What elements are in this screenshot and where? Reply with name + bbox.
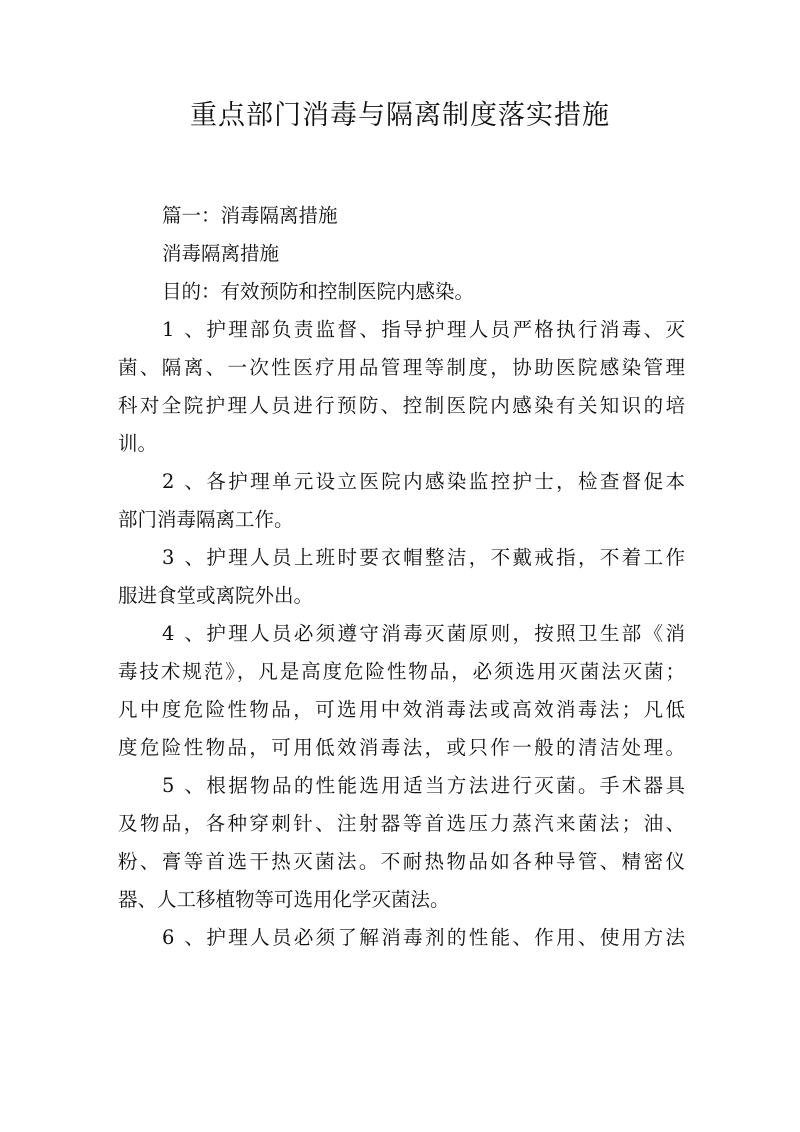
section-heading: 篇一：消毒隔离措施 [162, 204, 338, 227]
list-item-line: 凡中度危险性物品，可选用中效消毒法或高效消毒法；凡低 [118, 698, 685, 721]
item-text: 各护理单元设立医院内感染监控护士，检查督促本 [204, 470, 685, 493]
item-text: 护理人员必须遵守消毒灭菌原则，按照卫生部《消 [204, 622, 685, 645]
document-body [118, 197, 685, 957]
list-item [118, 463, 685, 539]
list-item-line: 器、人工移植物等可选用化学灭菌法。 [118, 888, 450, 911]
list-item-line [118, 311, 685, 349]
item-number: 5、 [162, 774, 204, 797]
item-number: 6、 [162, 926, 204, 949]
item-text: 根据物品的性能选用适当方法进行灭菌。手术器具 [204, 774, 685, 797]
list-item [118, 311, 685, 463]
list-item-line [118, 919, 685, 957]
item-number: 1、 [162, 318, 204, 341]
list-item-line: 部门消毒隔离工作。 [118, 508, 294, 531]
item-number: 2、 [162, 470, 204, 493]
list-item-line: 度危险性物品，可用低效消毒法，或只作一般的清洁处理。 [118, 736, 685, 759]
list-item [118, 919, 685, 957]
item-number: 3、 [162, 546, 204, 569]
list-item-line [118, 539, 685, 577]
item-text: 护理人员上班时要衣帽整洁，不戴戒指，不着工作 [204, 546, 685, 569]
section-subheading: 消毒隔离措施 [162, 242, 280, 265]
list-item-line: 粉、膏等首选干热灭菌法。不耐热物品如各种导管、精密仪 [118, 850, 685, 873]
list-item [118, 767, 685, 919]
list-item-line: 毒技术规范》，凡是高度危险性物品，必须选用灭菌法灭菌； [118, 660, 685, 683]
list-item-line: 科对全院护理人员进行预防、控制医院内感染有关知识的培 [118, 394, 685, 417]
item-text: 护理人员必须了解消毒剂的性能、作用、使用方法 [204, 926, 685, 949]
list-item-line: 服进食堂或离院外出。 [118, 584, 314, 607]
list-item [118, 615, 685, 767]
item-text: 护理部负责监督、指导护理人员严格执行消毒、灭 [204, 318, 685, 341]
list-item-line [118, 767, 685, 805]
purpose-line: 目的：有效预防和控制医院内感染。 [162, 280, 475, 303]
list-item-line [118, 463, 685, 501]
list-item-line: 及物品，各种穿刺针、注射器等首选压力蒸汽来菌法；油、 [118, 812, 685, 835]
list-item-line [118, 615, 685, 653]
list-item-line: 训。 [118, 432, 158, 455]
document-title: 重点部门消毒与隔离制度落实措施 [190, 100, 610, 131]
item-number: 4、 [162, 622, 204, 645]
list-item [118, 539, 685, 615]
list-item-line: 菌、隔离、一次性医疗用品管理等制度，协助医院感染管理 [118, 356, 685, 379]
